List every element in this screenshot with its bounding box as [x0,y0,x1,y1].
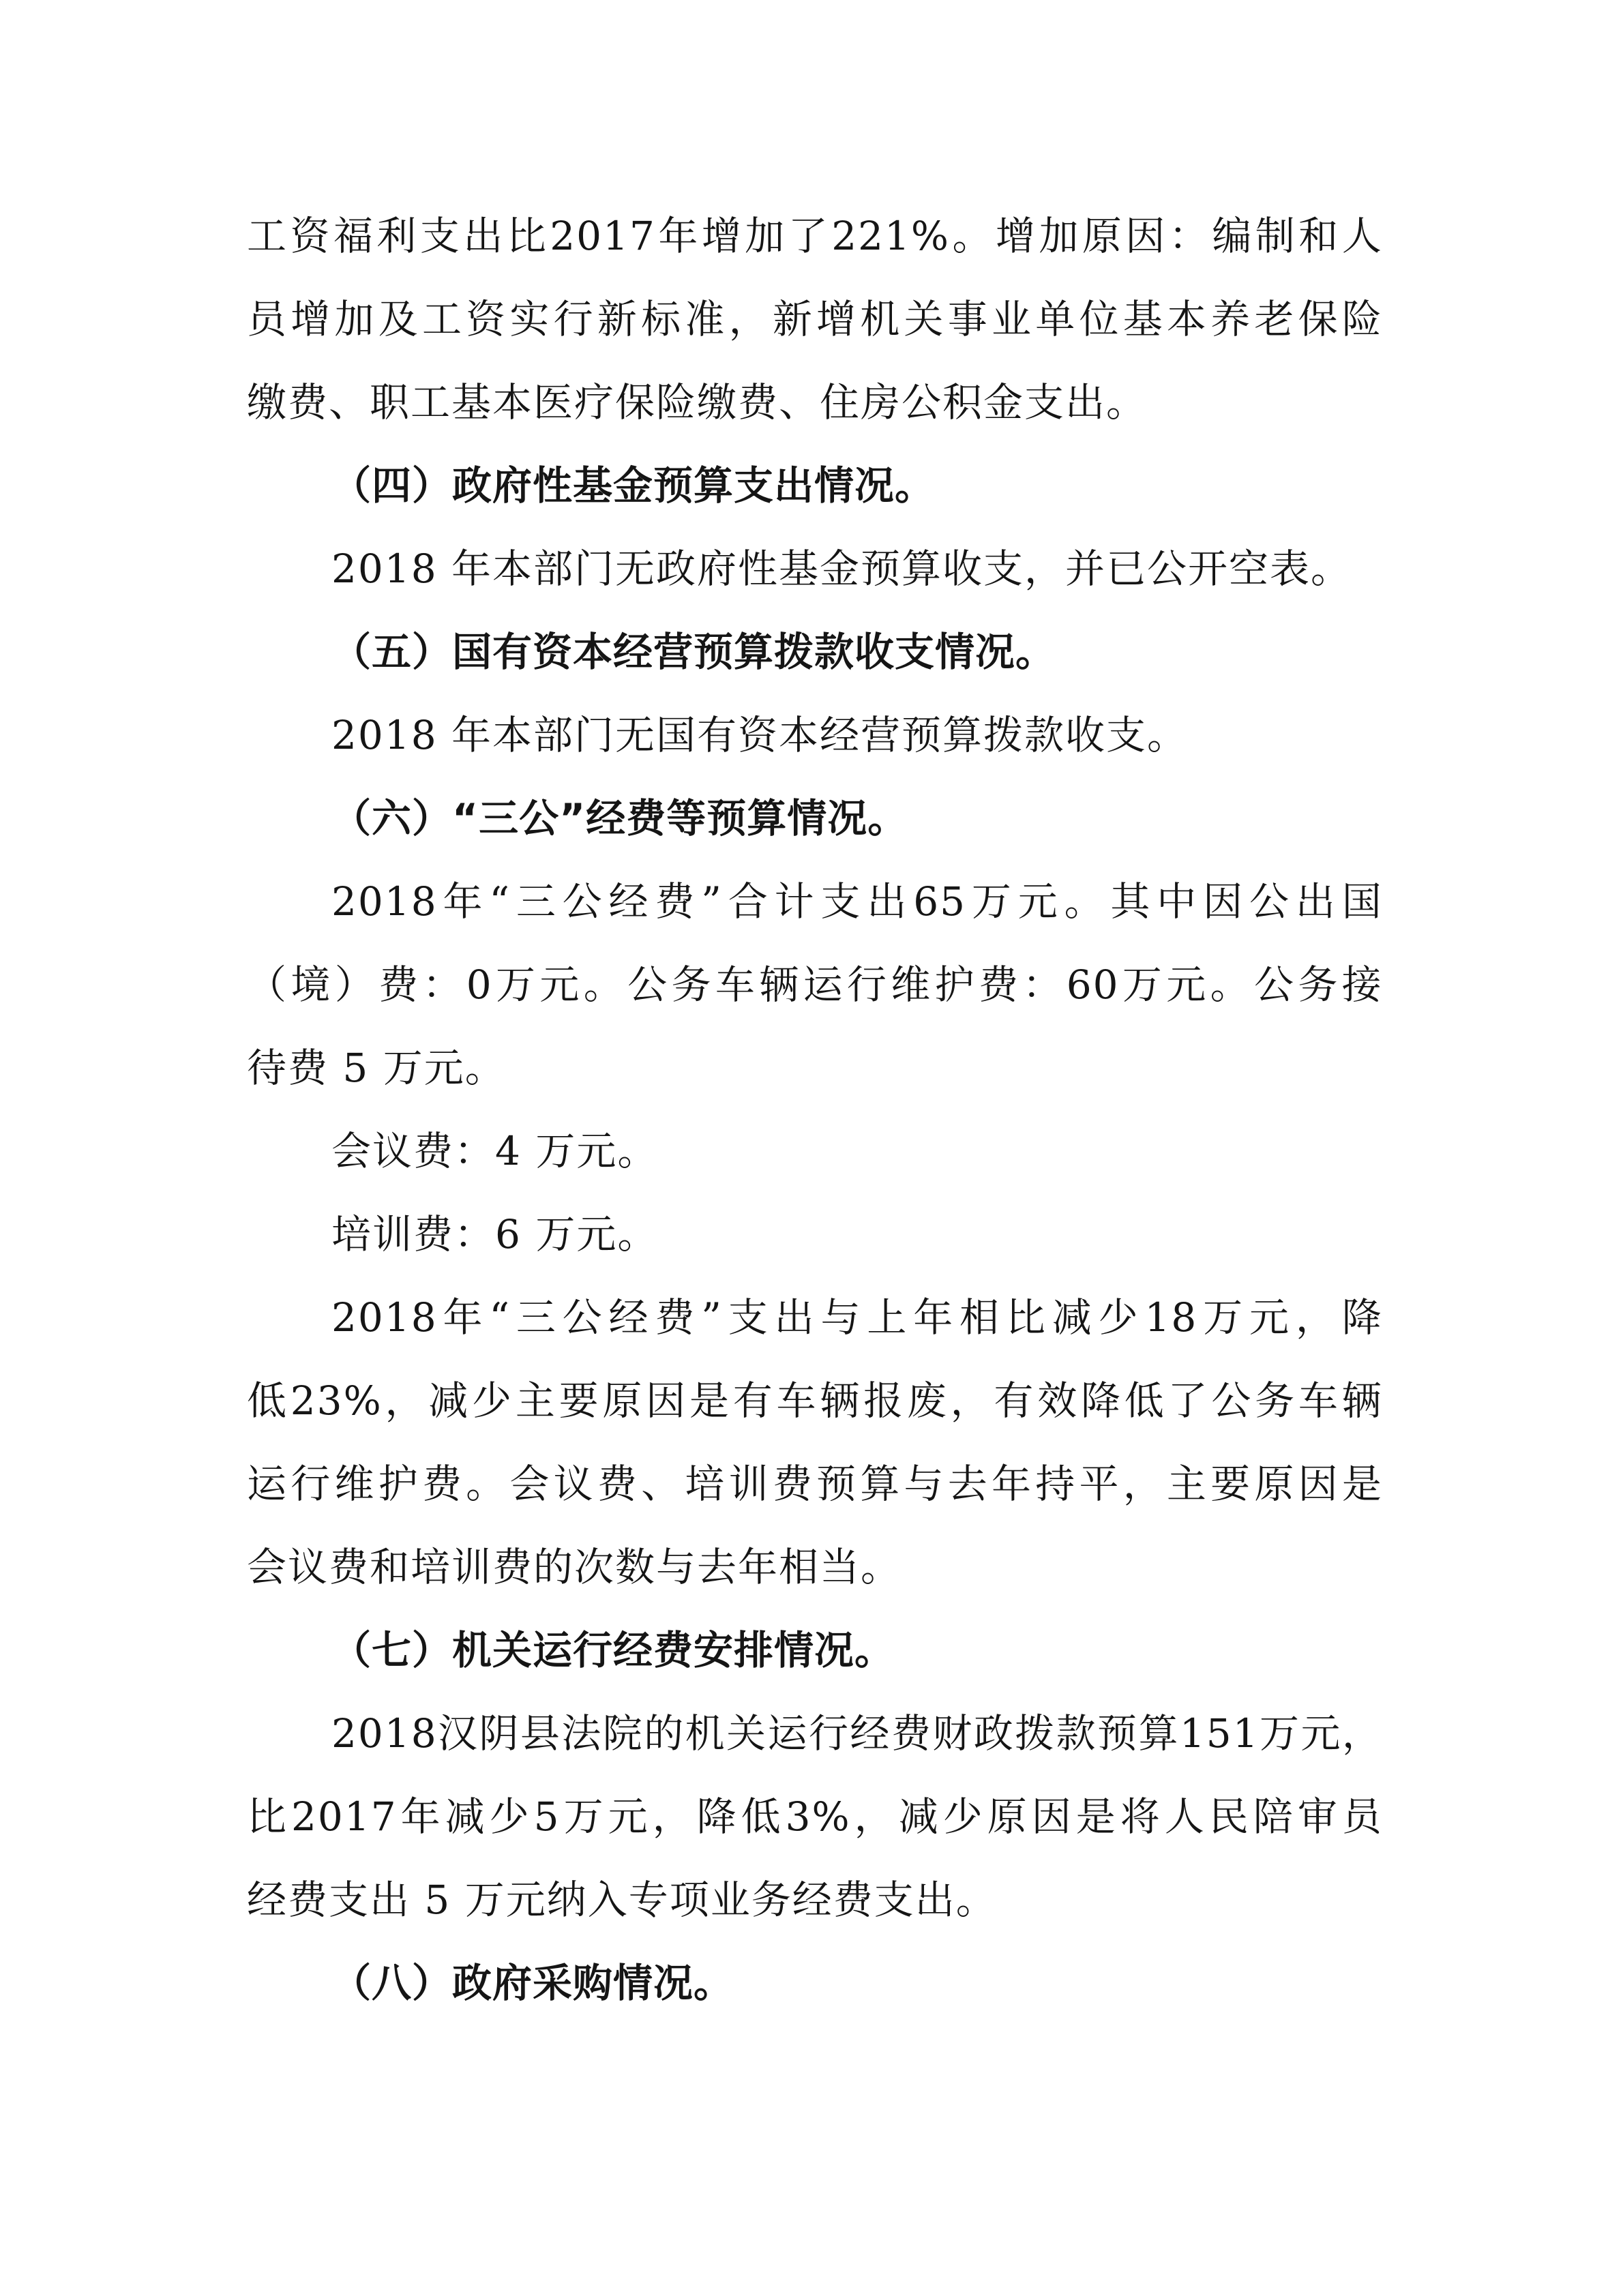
paragraph-three-public [247,860,1383,1109]
section-heading-6: （六）“三公”经费等预算情况。 [331,795,908,841]
text-line: 2018 汉 阴 县 法 院 的 机 关 运 行 经 费 财 政 拨 款 预 算 151 万 元 ， [331,1710,1383,1757]
text-line: （ 境 ） 费 ： 0 万 元 。 公 务 车 辆 运 行 维 护 费 ： 60 万 元 。 公 务 接 [247,961,1383,1008]
text-line: 经费支出 5 万元纳入专项业务经费支出。 [247,1877,997,1923]
text-line: 2018 年 “ 三 公 经 费 ” 支 出 与 上 年 相 比 减 少 18 万 元 ， 降 [331,1294,1383,1341]
paragraph-state-capital: 2018 年本部门无国有资本经营预算拨款收支。 [331,712,1189,758]
text-line: 比 2017 年 减 少 5 万 元 ， 降 低 3% ， 减 少 原 因 是 将 人 民 陪 审 员 [247,1793,1383,1840]
section-heading-5: （五）国有资本经营预算拨款收支情况。 [331,629,1056,675]
paragraph-operating [247,1692,1383,1941]
paragraph-fund: 2018 年本部门无政府性基金预算收支，并已公开空表。 [331,546,1352,592]
section-heading-4: （四）政府性基金预算支出情况。 [331,462,936,509]
text-line: 2018 年 “ 三 公 经 费 ” 合 计 支 出 65 万 元 。 其 中 因 公 出 国 [331,878,1383,925]
paragraph-three-public-change [247,1276,1383,1609]
text-line: 工 资 福 利 支 出 比 2017 年 增 加 了 221% 。 增 加 原 因 ： 编 制 和 人 [247,213,1383,259]
document-body [247,194,1383,2025]
paragraph-meeting: 会议费：4 万元。 [331,1128,659,1174]
section-heading-8: （八）政府采购情况。 [331,1960,734,2006]
text-line: 低 23% ， 减 少 主 要 原 因 是 有 车 辆 报 废 ， 有 效 降 低 了 公 务 车 辆 [247,1377,1383,1424]
text-line: 员 增 加 及 工 资 实 行 新 标 准 ， 新 增 机 关 事 业 单 位 基 本 养 老 保 险 [247,296,1383,342]
text-line: 运 行 维 护 费 。 会 议 费 、 培 训 费 预 算 与 去 年 持 平 ， 主 要 原 因 是 [247,1461,1383,1507]
paragraph-wages [247,194,1383,444]
text-line: 缴费、职工基本医疗保险缴费、住房公积金支出。 [247,379,1148,426]
paragraph-training: 培训费：6 万元。 [331,1211,659,1257]
text-line: 待费 5 万元。 [247,1045,506,1091]
section-heading-7: （七）机关运行经费安排情况。 [331,1627,895,1673]
text-line: 会议费和培训费的次数与去年相当。 [247,1544,902,1590]
